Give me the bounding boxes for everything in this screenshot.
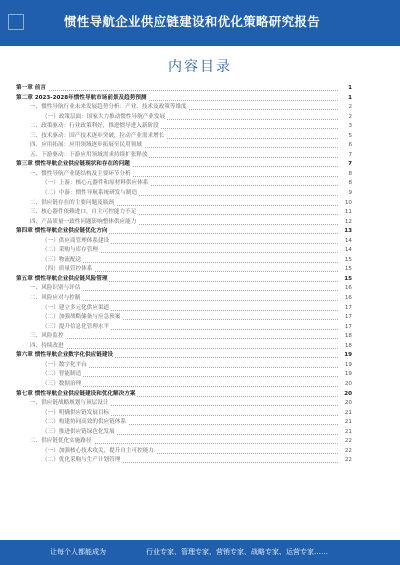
toc-entry-page: 6 [340, 141, 352, 151]
footer-slogan: 让每个人都能成为 [50, 548, 106, 556]
toc-entry-text: 第四章 惯性导航企业供应链优化方向 [16, 227, 109, 237]
toc-entry[interactable] [16, 284, 352, 294]
toc-entry-page: 2 [340, 113, 352, 123]
toc-entry-page: 8 [340, 179, 352, 189]
toc-entry[interactable] [16, 456, 352, 466]
toc-entry-text: 二、供应链存在的主要问题及瓶颈 [16, 199, 116, 209]
toc-entry-text: 四、应用拓展：应用领域逐步拓展至民用领域 [16, 141, 144, 151]
toc-entry-page: 14 [340, 237, 352, 247]
toc-entry-text: （三）提升信息化管理水平 [16, 323, 111, 333]
toc-entry[interactable] [16, 160, 352, 170]
toc-entry[interactable] [16, 265, 352, 275]
toc-entry-text: 第一章 前言 [16, 84, 48, 94]
toc-entry[interactable] [16, 370, 352, 380]
toc-entry-text: 四、产品质量一致性问题影响整体供应能力 [16, 218, 138, 228]
toc-entry-text: （二）智能制造 [16, 370, 83, 380]
toc-entry-text: （三）物流配送 [16, 256, 83, 266]
toc-entry-page: 8 [340, 170, 352, 180]
toc-entry[interactable] [16, 246, 352, 256]
toc-entry-page: 21 [340, 418, 352, 428]
toc-entry-page: 15 [340, 275, 352, 285]
toc-entry[interactable] [16, 179, 352, 189]
toc-entry-text: 二、供应链优化实施路径 [16, 437, 94, 447]
toc-entry-page: 16 [340, 294, 352, 304]
toc-entry-page: 21 [340, 428, 352, 438]
toc-entry[interactable] [16, 122, 352, 132]
toc-entry-text: （一）明确供应链发展目标 [16, 409, 111, 419]
toc-entry-text: 三、风险监控 [16, 332, 66, 342]
toc-entry-page: 22 [340, 447, 352, 457]
toc-entry-text: （一）建立多元化供应渠道 [16, 304, 111, 314]
toc-entry[interactable] [16, 313, 352, 323]
toc-entry-text: 四、持续改进 [16, 342, 66, 352]
toc-entry-page: 7 [340, 160, 352, 170]
toc-entry-page: 19 [340, 370, 352, 380]
toc-entry-text: 一、惯性导航行业未来发展趋势分析：产业、技术及政策等维度 [16, 103, 189, 113]
toc-entry-page: 1 [340, 94, 352, 104]
toc-entry-text: （二）中游：惯性导航系统研发与制造 [16, 189, 139, 199]
toc-entry[interactable] [16, 380, 352, 390]
toc-entry-page: 7 [340, 151, 352, 161]
toc-entry-page: 17 [340, 313, 352, 323]
toc-entry[interactable] [16, 428, 352, 438]
toc-entry-page: 9 [340, 189, 352, 199]
toc-entry[interactable] [16, 332, 352, 342]
toc-entry[interactable] [16, 409, 352, 419]
toc-entry-page: 5 [340, 132, 352, 142]
toc-entry[interactable] [16, 361, 352, 371]
toc-entry-page: 17 [340, 323, 352, 333]
toc-entry-text: 二、政策驱动：行业政策利好，推进惯导进入新阶段 [16, 122, 161, 132]
toc-entry[interactable] [16, 170, 352, 180]
toc-entry-page: 19 [340, 351, 352, 361]
toc-entry[interactable] [16, 189, 352, 199]
toc-entry[interactable] [16, 141, 352, 151]
toc-entry-text: 第三章 惯性导航企业供应链现状和存在的问题 [16, 160, 132, 170]
toc-entry[interactable] [16, 390, 352, 400]
toc-entry[interactable] [16, 447, 352, 457]
toc-entry-page: 1 [340, 84, 352, 94]
header-banner [0, 0, 400, 46]
toc-entry-text: （一）加强核心技术攻关，提升自主可控能力 [16, 447, 156, 457]
toc-entry-page: 10 [340, 199, 352, 209]
toc-entry-page: 20 [340, 380, 352, 390]
toc-entry-text: （四）质量管控体系 [16, 265, 94, 275]
toc-entry-text: （二）优化采购与生产计划管理 [16, 456, 122, 466]
toc-entry-text: 第二章 2023-2028年惯性导航市场前景及趋势预测 [16, 94, 149, 104]
toc-entry-text: （三）数据治理 [16, 380, 83, 390]
toc-entry[interactable] [16, 418, 352, 428]
toc-entry-page: 18 [340, 332, 352, 342]
toc-entry-text: （一）数字化平台 [16, 361, 89, 371]
toc-entry-text: 五、下游驱动：下游应用领域需求持续扩张释放 [16, 151, 149, 161]
toc-entry[interactable] [16, 132, 352, 142]
toc-entry-page: 16 [340, 284, 352, 294]
toc-entry[interactable] [16, 399, 352, 409]
toc-entry-page: 22 [340, 437, 352, 447]
toc-entry[interactable] [16, 256, 352, 266]
toc-entry-text: （二）采购与库存管理 [16, 246, 100, 256]
footer-banner [0, 540, 400, 565]
toc-entry-page: 17 [340, 304, 352, 314]
toc-entry[interactable] [16, 437, 352, 447]
toc-entry-page: 20 [340, 390, 352, 400]
footer-tagline: 行业专家、管理专家、营销专家、战略专家、运营专家…… [146, 548, 328, 556]
toc-entry-text: （一）政策层面：国家大力推动惯性导航产业发展 [16, 113, 167, 123]
toc-entry-page: 2 [340, 103, 352, 113]
toc-entry-text: 一、风险识别与评估 [16, 284, 82, 294]
toc-entry-text: 一、供应链战略规划与顶层设计 [16, 399, 110, 409]
toc-entry-text: 第五章 惯性导航企业供应链风险管理 [16, 275, 109, 285]
table-of-contents [16, 84, 352, 466]
toc-entry[interactable] [16, 218, 352, 228]
toc-entry-text: 二、风险应对与控制 [16, 294, 82, 304]
toc-entry[interactable] [16, 94, 352, 104]
toc-entry-text: 第七章 惯性导航企业供应链建设和优化解决方案 [16, 390, 137, 400]
toc-entry-text: 三、技术驱动：国产技术逐步突破，拉动产业需求增长 [16, 132, 166, 142]
toc-entry-text: 一、惯性导航产业链结构及主要环节分析 [16, 170, 133, 180]
toc-entry-page: 22 [340, 456, 352, 466]
toc-entry[interactable] [16, 323, 352, 333]
toc-entry[interactable] [16, 227, 352, 237]
report-title: 惯性导航企业供应链建设和优化策略研究报告 [64, 14, 321, 29]
toc-heading: 内容目录 [168, 59, 232, 75]
toc-entry[interactable] [16, 199, 352, 209]
toc-entry-text: 第六章 惯性导航企业数字化供应链建设 [16, 351, 115, 361]
toc-entry[interactable] [16, 84, 352, 94]
toc-entry-page: 20 [340, 399, 352, 409]
toc-entry-text: （三）推进供应链绿色化发展 [16, 428, 117, 438]
toc-leader-dots [16, 84, 338, 91]
toc-entry-page: 11 [340, 208, 352, 218]
toc-entry-page: 12 [340, 218, 352, 228]
toc-entry[interactable] [16, 294, 352, 304]
toc-entry[interactable] [16, 237, 352, 247]
toc-entry[interactable] [16, 342, 352, 352]
toc-entry-page: 3 [340, 122, 352, 132]
toc-entry[interactable] [16, 103, 352, 113]
toc-entry-text: （一）供应商管理体系建设 [16, 237, 111, 247]
toc-entry[interactable] [16, 113, 352, 123]
toc-entry-text: （二）加强战略储备与应急预案 [16, 313, 122, 323]
toc-entry[interactable] [16, 304, 352, 314]
toc-entry-page: 15 [340, 256, 352, 266]
toc-entry-text: （一）上游：核心元器件和原材料供应体系 [16, 179, 150, 189]
toc-entry-page: 15 [340, 265, 352, 275]
corner-decoration-icon [8, 14, 24, 30]
toc-entry-page: 19 [340, 361, 352, 371]
toc-entry-page: 13 [340, 227, 352, 237]
toc-entry-page: 18 [340, 342, 352, 352]
toc-entry[interactable] [16, 351, 352, 361]
toc-entry-text: 三、核心器件依赖进口，自主可控能力不足 [16, 208, 138, 218]
toc-entry[interactable] [16, 275, 352, 285]
toc-entry[interactable] [16, 208, 352, 218]
toc-entry-page: 21 [340, 409, 352, 419]
toc-entry-page: 14 [340, 246, 352, 256]
toc-entry[interactable] [16, 151, 352, 161]
toc-entry-text: （二）构建协同高效的供应链体系 [16, 418, 128, 428]
